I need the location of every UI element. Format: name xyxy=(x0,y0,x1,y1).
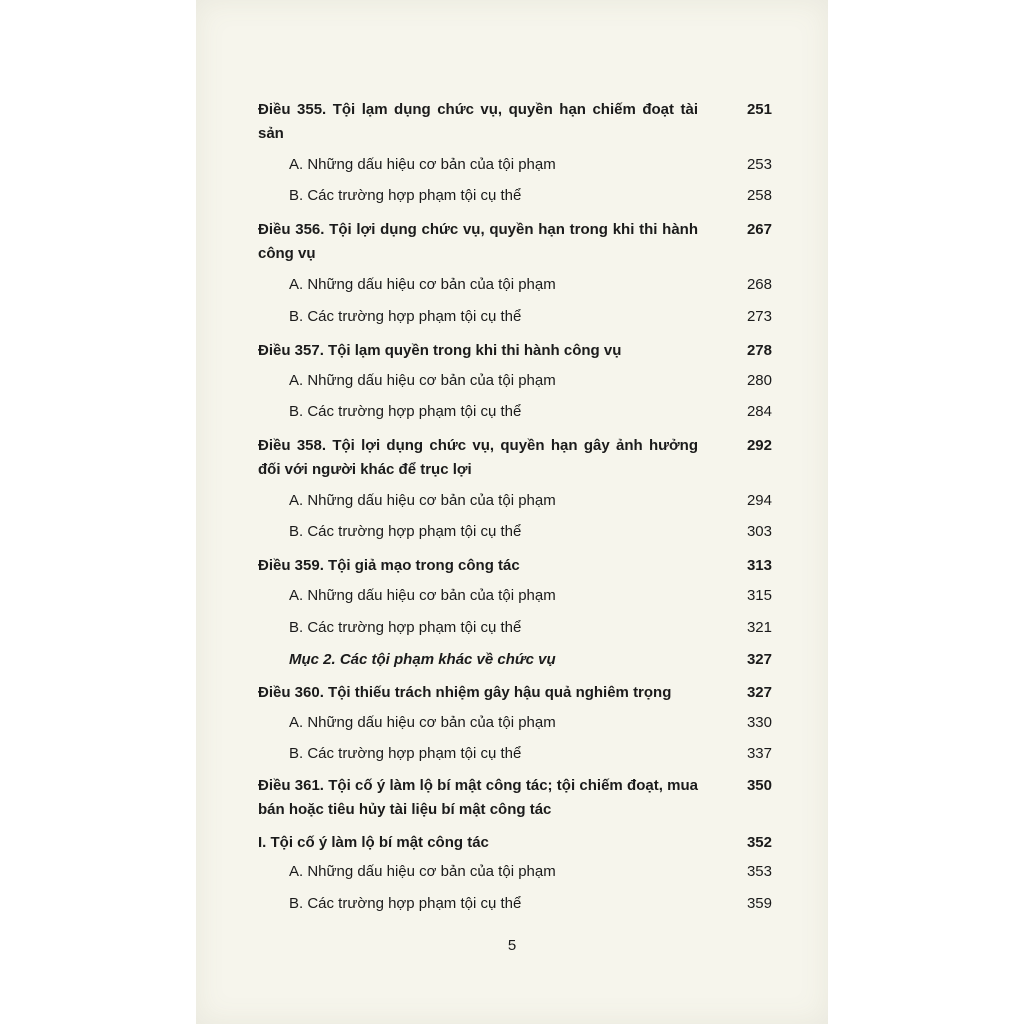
toc-entry-page: 253 xyxy=(746,156,772,173)
toc-entry xyxy=(258,650,772,670)
toc-entry-page: 313 xyxy=(746,557,772,574)
toc-entry-title: Điều 356. Tội lợi dụng chức vụ, quyền hạn trong khi thi hành công vụ xyxy=(258,221,698,262)
toc-entry xyxy=(258,218,772,266)
toc-entry-title: A. Những dấu hiệu cơ bản của tội phạm xyxy=(289,863,556,880)
toc-entry-page: 327 xyxy=(746,651,772,668)
toc-entry-page: 292 xyxy=(746,437,772,454)
toc-entry xyxy=(258,618,772,638)
toc-entry xyxy=(258,713,772,733)
toc-entry-title: A. Những dấu hiệu cơ bản của tội phạm xyxy=(289,372,556,389)
toc-entry xyxy=(258,371,772,391)
toc-entry-title: A. Những dấu hiệu cơ bản của tội phạm xyxy=(289,156,556,173)
toc-entry-page: 327 xyxy=(746,684,772,701)
toc-entry-title: I. Tội cố ý làm lộ bí mật công tác xyxy=(258,834,489,851)
toc-entry xyxy=(258,434,772,482)
toc-entry-page: 267 xyxy=(746,221,772,238)
toc-entry-title: B. Các trường hợp phạm tội cụ thể xyxy=(289,619,522,636)
toc-entry-page: 352 xyxy=(746,834,772,851)
toc-entry-title: A. Những dấu hiệu cơ bản của tội phạm xyxy=(289,714,556,731)
toc-entry-title: Mục 2. Các tội phạm khác về chức vụ xyxy=(289,651,556,668)
toc-entry-title: B. Các trường hợp phạm tội cụ thể xyxy=(289,745,522,762)
toc-entry xyxy=(258,586,772,606)
toc-entry-page: 294 xyxy=(746,492,772,509)
toc-entry xyxy=(258,186,772,206)
toc-entry-title: Điều 358. Tội lợi dụng chức vụ, quyền hạn gây ảnh hưởng đối với người khác để trục lợi xyxy=(258,437,698,478)
page-number: 5 xyxy=(507,937,517,954)
toc-entry-title: A. Những dấu hiệu cơ bản của tội phạm xyxy=(289,276,556,293)
toc-entry-title: B. Các trường hợp phạm tội cụ thể xyxy=(289,308,522,325)
toc-entry-page: 280 xyxy=(746,372,772,389)
toc-entry xyxy=(258,155,772,175)
toc-entry xyxy=(258,339,772,363)
toc-entry-title: Điều 360. Tội thiếu trách nhiệm gây hậu quả nghiêm trọng xyxy=(258,684,672,701)
toc-entry-page: 303 xyxy=(746,523,772,540)
toc-entry xyxy=(258,522,772,542)
toc-entry-page: 321 xyxy=(746,619,772,636)
toc-entry xyxy=(258,744,772,764)
toc-entry-title: B. Các trường hợp phạm tội cụ thể xyxy=(289,403,522,420)
toc-entry-title: A. Những dấu hiệu cơ bản của tội phạm xyxy=(289,492,556,509)
toc-entry xyxy=(258,402,772,422)
toc-entry-page: 353 xyxy=(746,863,772,880)
toc-entry-page: 359 xyxy=(746,895,772,912)
toc-entry xyxy=(258,862,772,882)
toc-entry-page: 258 xyxy=(746,187,772,204)
toc-entry-title: B. Các trường hợp phạm tội cụ thể xyxy=(289,895,522,912)
toc-entry-page: 278 xyxy=(746,342,772,359)
toc-entry-page: 251 xyxy=(746,101,772,118)
toc-entry-page: 330 xyxy=(746,714,772,731)
toc-entry-title: Điều 355. Tội lạm dụng chức vụ, quyền hạn chiếm đoạt tài sản xyxy=(258,101,698,142)
toc-entry-page: 350 xyxy=(746,777,772,794)
toc-entry-page: 337 xyxy=(746,745,772,762)
toc-entry-title: Điều 361. Tội cố ý làm lộ bí mật công tác; tội chiếm đoạt, mua bán hoặc tiêu hủy tài liệu bí mật công tác xyxy=(258,777,698,818)
toc-entry xyxy=(258,831,772,855)
toc-entry-title: Điều 357. Tội lạm quyền trong khi thi hành công vụ xyxy=(258,342,622,359)
toc-entry xyxy=(258,894,772,914)
toc-entry-title: B. Các trường hợp phạm tội cụ thể xyxy=(289,187,522,204)
toc-entry xyxy=(258,491,772,511)
toc-entry-title: A. Những dấu hiệu cơ bản của tội phạm xyxy=(289,587,556,604)
toc-entry xyxy=(258,681,772,705)
toc-entry xyxy=(258,275,772,295)
toc-entry-page: 315 xyxy=(746,587,772,604)
toc-entry-title: Điều 359. Tội giả mạo trong công tác xyxy=(258,557,520,574)
toc-entry-page: 268 xyxy=(746,276,772,293)
toc-entry xyxy=(258,554,772,578)
toc-entry xyxy=(258,774,772,822)
toc-entry-page: 284 xyxy=(746,403,772,420)
toc-entry-title: B. Các trường hợp phạm tội cụ thể xyxy=(289,523,522,540)
toc-entry xyxy=(258,98,772,146)
toc-entry-page: 273 xyxy=(746,308,772,325)
toc-entry xyxy=(258,307,772,327)
